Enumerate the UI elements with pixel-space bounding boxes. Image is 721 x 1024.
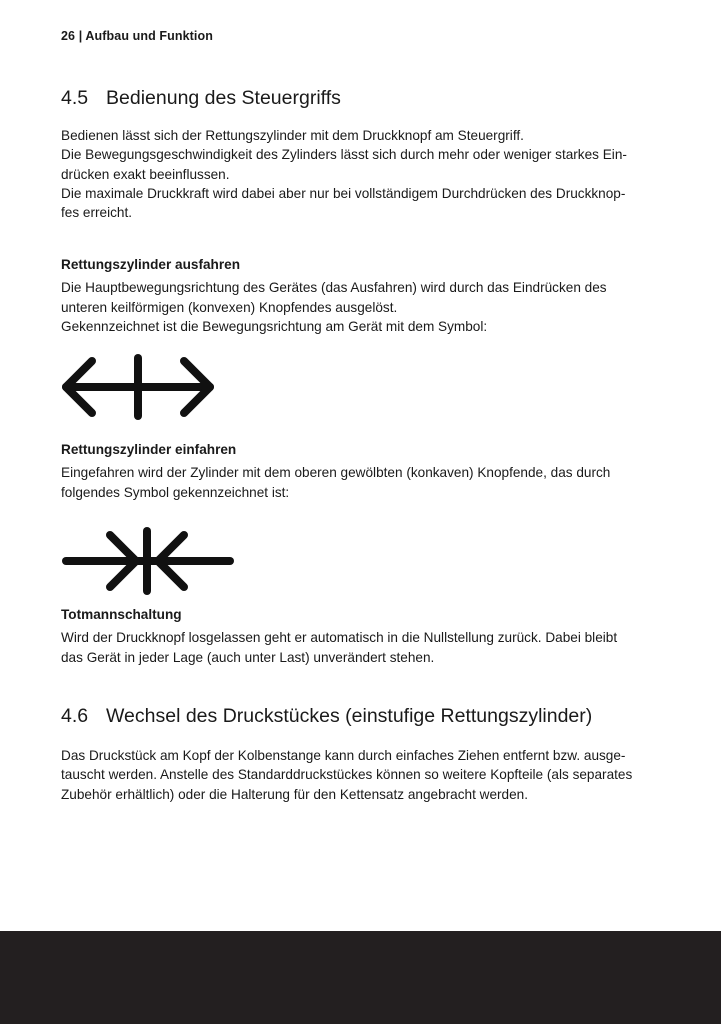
section-4-6-paragraph [61,746,661,804]
section-heading [61,705,661,728]
paragraph-line: tauscht werden. Anstelle des Standarddruckstückes können so weitere Kopfteile (als separates [61,767,633,783]
retract-subsection [61,440,661,502]
paragraph-line: Zubehör erhältlich) oder die Halterung für den Kettensatz angebracht werden. [61,786,528,802]
paragraph-line: Die Hauptbewegungsrichtung des Gerätes (das Ausfahren) wird durch das Eindrücken des [61,280,607,296]
running-header [61,29,213,43]
section-4-6-heading-block [61,705,661,728]
section-number: 4.6 [61,705,89,727]
section-title: Wechsel des Druckstückes (einstufige Rettungszylinder) [106,705,593,727]
section-number: 4.5 [61,87,89,109]
subsection-heading: Rettungszylinder ausfahren [61,257,241,272]
subsection-heading: Rettungszylinder einfahren [61,442,237,457]
deadman-subsection [61,605,661,667]
subsection-heading: Totmannschaltung [61,607,182,622]
paragraph-line: Wird der Druckknopf losgelassen geht er automatisch in die Nullstellung zurück. Dabei bleibt [61,630,618,646]
chapter-title: Aufbau und Funktion [85,29,213,43]
retract-arrows-icon [58,525,238,597]
extend-subsection [61,255,661,336]
paragraph-line: folgendes Symbol gekennzeichnet ist: [61,484,290,500]
paragraph-line: fes erreicht. [61,205,133,221]
section-heading [61,87,661,110]
footer-band [0,931,721,1024]
header-separator: | [78,29,83,43]
section-4-5-heading-block [61,87,661,110]
paragraph-line: Die maximale Druckkraft wird dabei aber nur bei vollständigem Durchdrücken des Druckknop- [61,185,626,201]
paragraph-line: Eingefahren wird der Zylinder mit dem oberen gewölbten (konkaven) Knopfende, das durch [61,465,611,481]
intro-paragraph [61,126,661,222]
paragraph-line: Die Bewegungsgeschwindigkeit des Zylinders lässt sich durch mehr oder weniger starkes Ein- [61,147,627,163]
page-number: 26 [61,29,76,43]
paragraph-line: Gekennzeichnet ist die Bewegungsrichtung am Gerät mit dem Symbol: [61,318,488,334]
paragraph-line: das Gerät in jeder Lage (auch unter Last) unverändert stehen. [61,649,435,665]
extend-arrows-icon [58,352,218,422]
paragraph-line: Das Druckstück am Kopf der Kolbenstange kann durch einfaches Ziehen entfernt bzw. ausge- [61,748,626,763]
paragraph-line: Bedienen lässt sich der Rettungszylinder mit dem Druckknopf am Steuergriff. [61,128,524,143]
section-title: Bedienung des Steuergriffs [106,87,341,109]
paragraph-line: drücken exakt beeinflussen. [61,166,230,182]
paragraph-line: unteren keilförmigen (konvexen) Knopfendes ausgelöst. [61,299,398,315]
